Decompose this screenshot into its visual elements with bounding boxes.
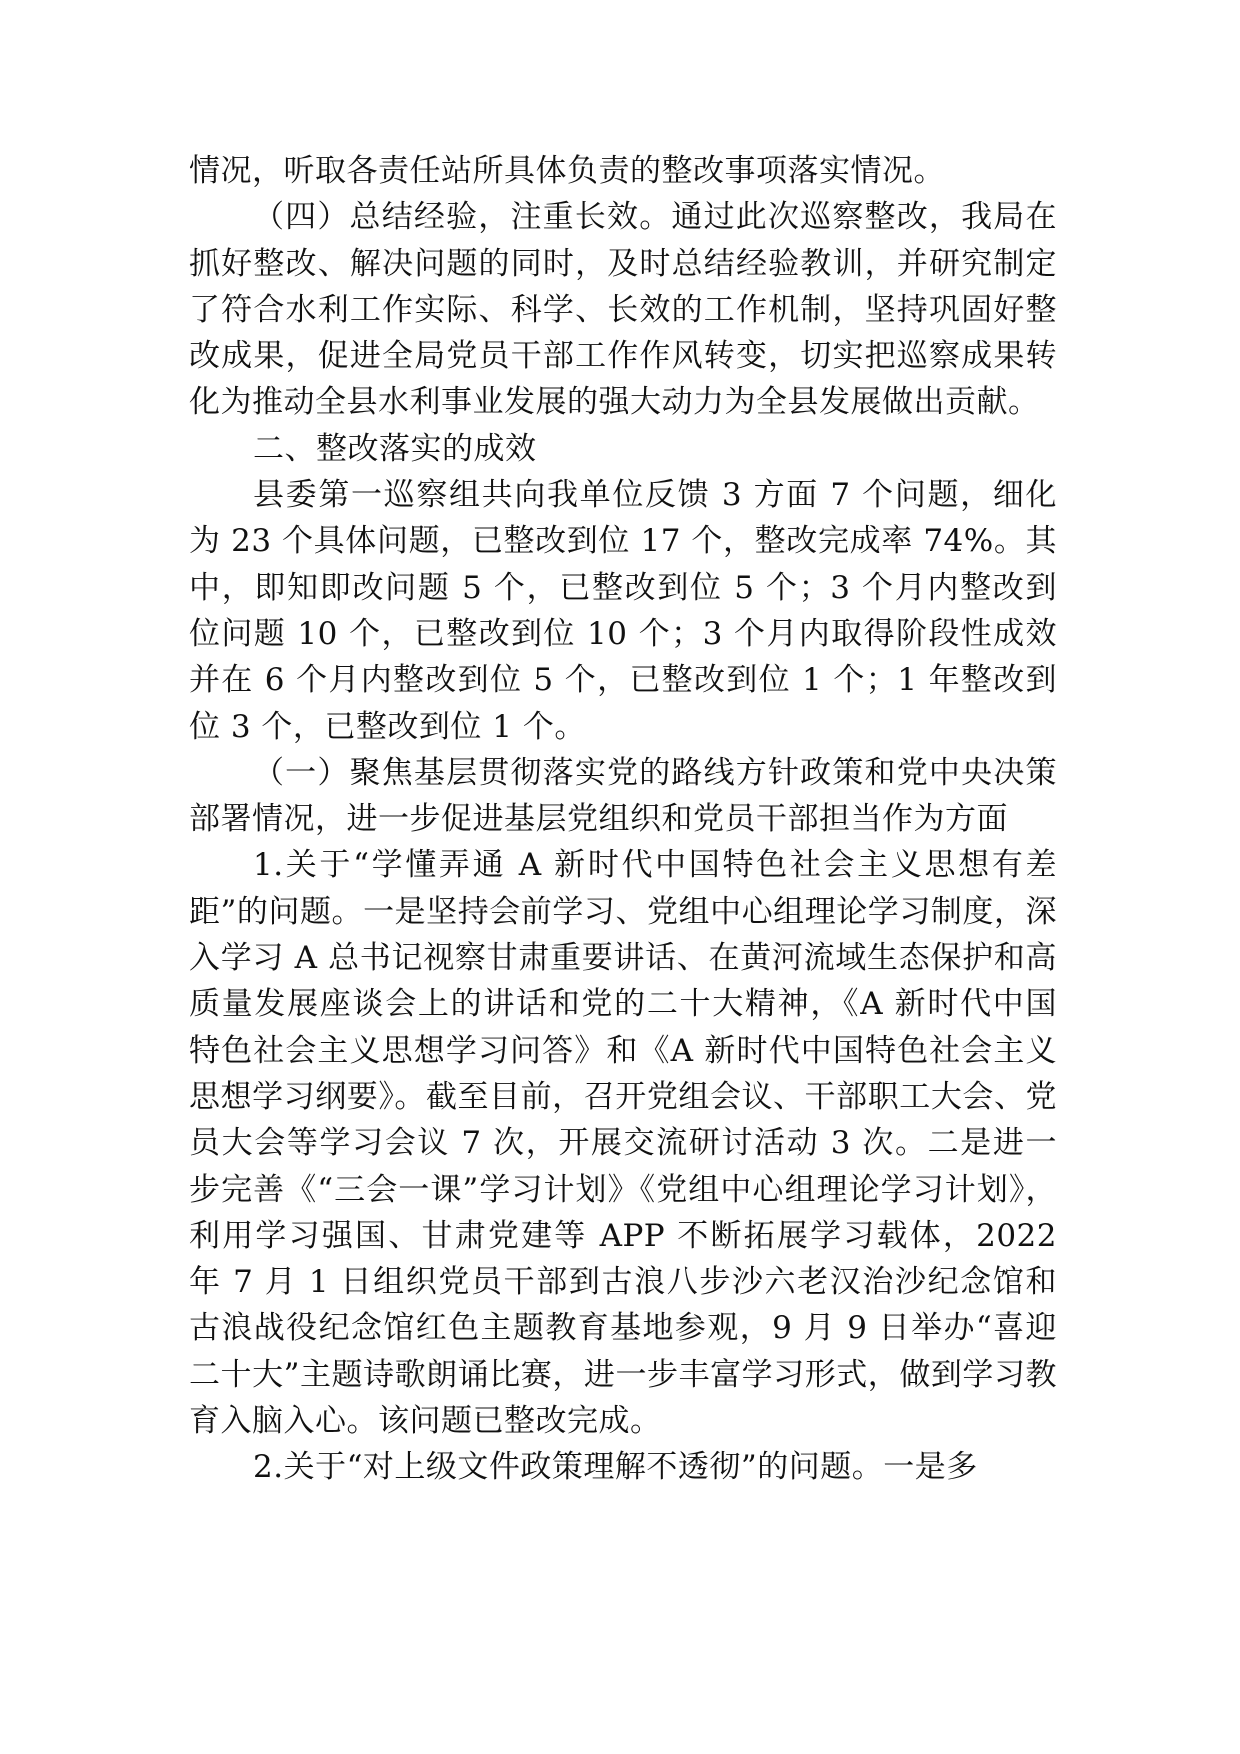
document-body	[189, 148, 1057, 1491]
paragraph-item-2: 2.关于“对上级文件政策理解不透彻”的问题。一是多	[253, 1449, 978, 1486]
paragraph-summary-experience: （四）总结经验，注重长效。通过此次巡察整改，我局在抓好整改、解决问题的同时，及时总结经验教训，并研究制定了符合水利工作实际、科学、长效的工作机制，坚持巩固好整改成果，促进全局党员干部工作作风转变，切实把巡察成果转化为推动全县水利事业发展的强大动力为全县发展做出贡献。	[189, 199, 1057, 421]
paragraph-continuation: 情况，听取各责任站所具体负责的整改事项落实情况。	[189, 153, 945, 189]
subsection-heading-grassroots: （一）聚焦基层贯彻落实党的路线方针政策和党中央决策部署情况，进一步促进基层党组织和党员干部担当作为方面	[189, 754, 1057, 838]
paragraph-rectification-statistics: 县委第一巡察组共向我单位反馈 3 方面 7 个问题，细化为 23 个具体问题，已整改到位 17 个，整改完成率 74%。其中，即知即改问题 5 个，已整改到位 5 个；3 个月内整改到位问题 10 个，已整改到位 10 个；3 个月内取得阶段性成效并在 6 个月内整改到位 5 个，已整改到位 1 个；1 年整改到位 3 个，已整改到位 1 个。	[189, 477, 1057, 745]
section-heading-rectification-results: 二、整改落实的成效	[253, 430, 537, 467]
paragraph-item-1: 1.关于“学懂弄通 A 新时代中国特色社会主义思想有差距”的问题。一是坚持会前学习、党组中心组理论学习制度，深入学习 A 总书记视察甘肃重要讲话、在黄河流域生态保护和高质量发展座谈会上的讲话和党的二十大精神，《A 新时代中国特色社会主义思想学习问答》和《A 新时代中国特色社会主义思想学习纲要》。截至目前，召开党组会议、干部职工大会、党员大会等学习会议 7 次，开展交流研讨活动 3 次。二是进一步完善《“三会一课”学习计划》《党组中心组理论学习计划》，利用学习强国、甘肃党建等 APP 不断拓展学习载体，2022 年 7 月 1 日组织党员干部到古浪八步沙六老汉治沙纪念馆和古浪战役纪念馆红色主题教育基地参观，9 月 9 日举办“喜迎二十大”主题诗歌朗诵比赛，进一步丰富学习形式，做到学习教育入脑入心。该问题已整改完成。	[189, 847, 1057, 1440]
